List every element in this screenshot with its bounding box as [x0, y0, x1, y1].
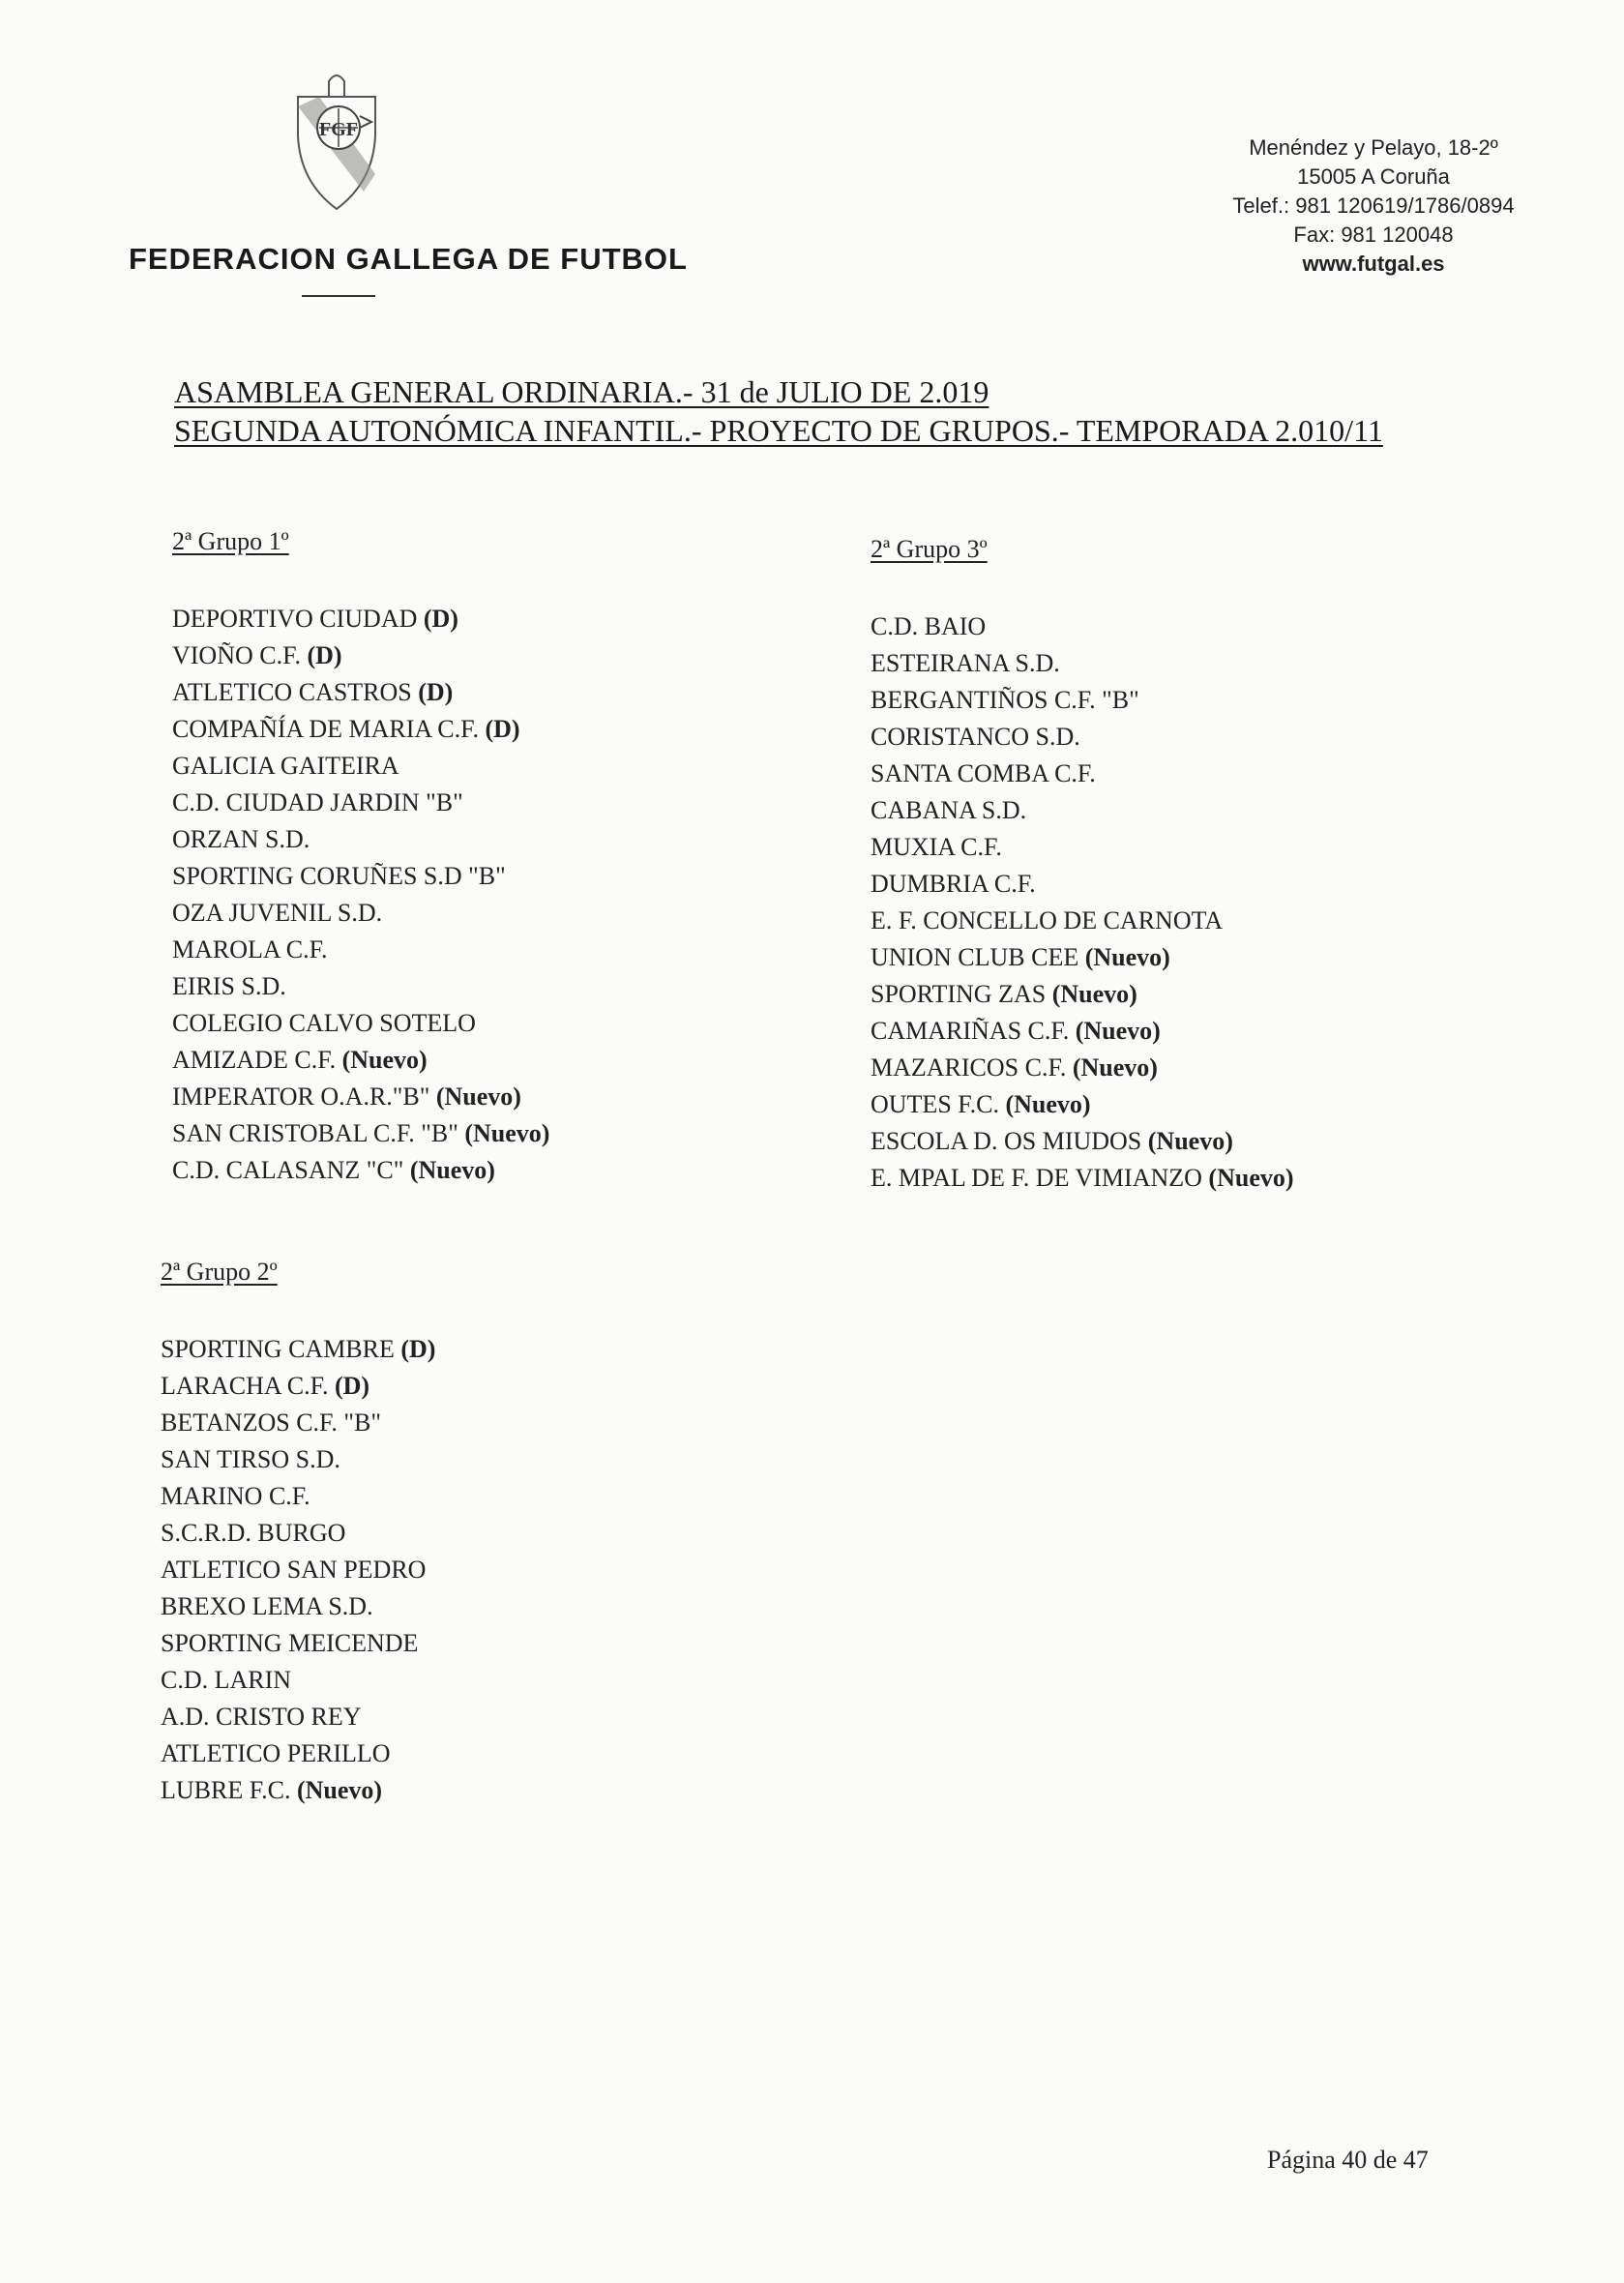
team-name: SANTA COMBA C.F.	[871, 759, 1096, 787]
team-status-tag: (Nuevo)	[296, 1776, 383, 1804]
phone-line: Telef.: 981 120619/1786/0894	[1232, 193, 1515, 218]
team-status-tag: (Nuevo)	[1051, 980, 1137, 1008]
team-status-tag: (D)	[423, 605, 458, 633]
team-status-tag: (D)	[400, 1335, 436, 1363]
team-item	[871, 866, 1294, 903]
title-line-2: SEGUNDA AUTONÓMICA INFANTIL.- PROYECTO DE GRUPOS.- TEMPORADA 2.010/11	[174, 413, 1383, 448]
fax-line: Fax: 981 120048	[1293, 222, 1454, 247]
team-status-tag: (Nuevo)	[341, 1046, 428, 1074]
team-item	[161, 1699, 435, 1735]
team-name: BETANZOS C.F. "B"	[161, 1408, 381, 1437]
team-name: E. MPAL DE F. DE VIMIANZO	[871, 1164, 1202, 1192]
team-item	[172, 601, 549, 637]
team-name: UNION CLUB CEE	[871, 943, 1079, 971]
team-status-tag: (Nuevo)	[1072, 1053, 1158, 1082]
team-name: SPORTING MEICENDE	[161, 1629, 419, 1657]
team-item	[161, 1368, 435, 1405]
team-name: LUBRE F.C.	[161, 1776, 291, 1804]
team-list	[161, 1331, 435, 1809]
team-name: ESCOLA D. OS MIUDOS	[871, 1127, 1142, 1155]
team-item	[161, 1552, 435, 1588]
team-name: CABANA S.D.	[871, 796, 1027, 824]
team-name: ATLETICO CASTROS	[172, 678, 412, 706]
group-1	[172, 527, 549, 1189]
team-name: AMIZADE C.F.	[172, 1046, 337, 1074]
team-item	[172, 968, 549, 1005]
team-name: ORZAN S.D.	[172, 825, 310, 853]
team-name: SPORTING CORUÑES S.D "B"	[172, 862, 506, 890]
team-item	[871, 756, 1294, 792]
team-status-tag: (Nuevo)	[464, 1119, 550, 1147]
team-name: SPORTING ZAS	[871, 980, 1047, 1008]
federation-logo	[290, 68, 383, 213]
team-status-tag: (D)	[485, 715, 520, 743]
team-item	[871, 1050, 1294, 1086]
team-name: VIOÑO C.F.	[172, 641, 301, 669]
team-name: OUTES F.C.	[871, 1090, 999, 1118]
team-status-tag: (Nuevo)	[409, 1156, 495, 1184]
address-line-2: 15005 A Coruña	[1297, 164, 1450, 189]
team-name: EIRIS S.D.	[172, 972, 286, 1000]
team-name: OZA JUVENIL S.D.	[172, 899, 383, 927]
team-item	[172, 858, 549, 895]
team-item	[172, 1042, 549, 1079]
team-name: E. F. CONCELLO DE CARNOTA	[871, 906, 1224, 934]
team-name: SAN TIRSO S.D.	[161, 1445, 340, 1473]
team-status-tag: (Nuevo)	[1208, 1164, 1294, 1192]
team-item	[161, 1625, 435, 1662]
team-item	[871, 792, 1294, 829]
federation-name-rule	[302, 295, 375, 297]
team-item	[871, 1123, 1294, 1160]
team-item	[172, 932, 549, 968]
team-item	[871, 719, 1294, 756]
team-name: BREXO LEMA S.D.	[161, 1592, 373, 1620]
team-name: C.D. LARIN	[161, 1666, 292, 1694]
document-titles	[174, 372, 1383, 450]
team-item	[871, 829, 1294, 866]
team-item	[161, 1331, 435, 1368]
team-item	[161, 1478, 435, 1515]
team-item	[172, 674, 549, 711]
team-item	[871, 1160, 1294, 1197]
group-title: 2ª Grupo 2º	[161, 1258, 278, 1286]
team-item	[161, 1588, 435, 1625]
team-item	[161, 1772, 435, 1809]
page-number: Página 40 de 47	[1267, 2146, 1429, 2174]
team-name: CORISTANCO S.D.	[871, 723, 1080, 751]
website-link[interactable]: www.futgal.es	[1302, 252, 1445, 276]
team-name: A.D. CRISTO REY	[161, 1703, 362, 1731]
team-name: C.D. CALASANZ "C"	[172, 1156, 404, 1184]
team-name: ATLETICO PERILLO	[161, 1739, 391, 1767]
team-name: S.C.R.D. BURGO	[161, 1519, 346, 1547]
team-name: MAROLA C.F.	[172, 935, 328, 964]
team-item	[172, 1115, 549, 1152]
team-name: SAN CRISTOBAL C.F. "B"	[172, 1119, 458, 1147]
team-name: LARACHA C.F.	[161, 1372, 329, 1400]
group-title: 2ª Grupo 3º	[871, 535, 988, 563]
team-status-tag: (D)	[418, 678, 454, 706]
team-item	[172, 711, 549, 748]
group-2	[161, 1258, 435, 1809]
team-name: COLEGIO CALVO SOTELO	[172, 1009, 476, 1037]
team-item	[172, 785, 549, 821]
team-list	[871, 608, 1294, 1197]
contact-block	[1199, 133, 1548, 279]
team-name: C.D. CIUDAD JARDIN "B"	[172, 788, 463, 816]
team-status-tag: (Nuevo)	[1075, 1017, 1161, 1045]
team-item	[161, 1662, 435, 1699]
team-item	[161, 1441, 435, 1478]
team-name: IMPERATOR O.A.R."B"	[172, 1082, 430, 1111]
address-line-1: Menéndez y Pelayo, 18-2º	[1249, 135, 1498, 160]
team-name: COMPAÑÍA DE MARIA C.F.	[172, 715, 479, 743]
team-status-tag: (D)	[307, 641, 342, 669]
logo-lettering: FGF	[319, 119, 358, 140]
team-name: SPORTING CAMBRE	[161, 1335, 395, 1363]
team-item	[172, 821, 549, 858]
team-item	[172, 637, 549, 674]
team-item	[871, 903, 1294, 939]
team-status-tag: (Nuevo)	[1005, 1090, 1091, 1118]
team-name: ATLETICO SAN PEDRO	[161, 1556, 427, 1584]
team-name: MUXIA C.F.	[871, 833, 1002, 861]
team-item	[172, 748, 549, 785]
team-name: ESTEIRANA S.D.	[871, 649, 1060, 677]
group-title: 2ª Grupo 1º	[172, 527, 289, 555]
team-item	[871, 1086, 1294, 1123]
team-item	[172, 1079, 549, 1115]
team-name: DEPORTIVO CIUDAD	[172, 605, 418, 633]
team-item	[871, 645, 1294, 682]
team-item	[172, 1152, 549, 1189]
team-name: MAZARICOS C.F.	[871, 1053, 1067, 1082]
team-name: CAMARIÑAS C.F.	[871, 1017, 1070, 1045]
federation-name: FEDERACION GALLEGA DE FUTBOL	[129, 242, 688, 276]
team-item	[161, 1735, 435, 1772]
team-status-tag: (Nuevo)	[1147, 1127, 1233, 1155]
title-line-1: ASAMBLEA GENERAL ORDINARIA.- 31 de JULIO DE 2.019	[174, 374, 989, 409]
team-name: DUMBRIA C.F.	[871, 870, 1036, 898]
team-name: GALICIA GAITEIRA	[172, 752, 399, 780]
team-status-tag: (D)	[334, 1372, 370, 1400]
team-name: BERGANTIÑOS C.F. "B"	[871, 686, 1139, 714]
team-item	[871, 1013, 1294, 1050]
team-item	[871, 976, 1294, 1013]
team-item	[161, 1515, 435, 1552]
team-item	[172, 1005, 549, 1042]
team-item	[871, 682, 1294, 719]
team-list	[172, 601, 549, 1189]
team-item	[172, 895, 549, 932]
team-name: MARINO C.F.	[161, 1482, 310, 1510]
team-item	[871, 608, 1294, 645]
team-status-tag: (Nuevo)	[1084, 943, 1170, 971]
team-item	[871, 939, 1294, 976]
team-name: C.D. BAIO	[871, 612, 987, 640]
group-3	[871, 535, 1294, 1197]
team-status-tag: (Nuevo)	[435, 1082, 521, 1111]
team-item	[161, 1405, 435, 1441]
